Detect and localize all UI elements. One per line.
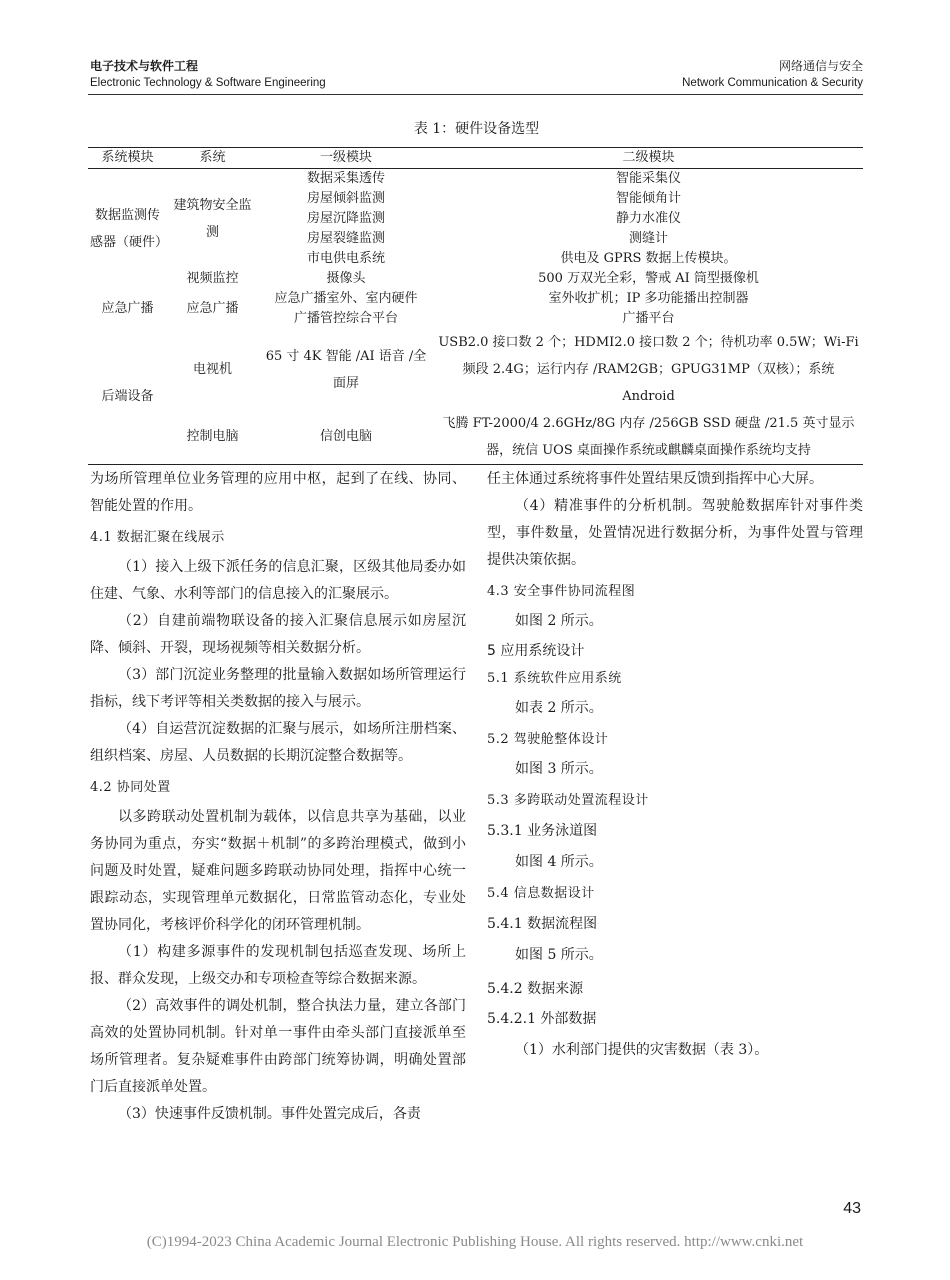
level1-cell: 65 寸 4K 智能 /AI 语音 /全面屏 [265,348,427,391]
paragraph: 如表 2 所示。 [515,700,603,716]
page-header [90,58,863,92]
paragraph: 如图 4 所示。 [515,854,603,870]
section-heading-5-1: 5.1 系统软件应用系统 [487,671,622,686]
level1-cell: 房屋裂缝监测 [306,231,385,246]
level2-cell: 500 万双光全彩，警戒 AI 筒型摄像机 [538,271,759,286]
paragraph: （3）部门沉淀业务整理的批量输入数据如场所管理运行指标，线下考评等相关类数据的接入与展示。 [90,667,466,710]
paragraph: 为场所管理单位业务管理的应用中枢，起到了在线、协同、智能处置的作用。 [90,471,466,514]
section-heading-5-4-1: 5.4.1 数据流程图 [487,916,598,932]
paragraph: （1）构建多源事件的发现机制包括巡查发现、场所上报、群众发现，上级交办和专项检查等综合数据来源。 [90,944,466,987]
level2-cell: 供电及 GPRS 数据上传模块。 [560,251,737,266]
paragraph: （4）自运营沉淀数据的汇聚与展示，如场所注册档案、组织档案、房屋、人员数据的长期沉淀整合数据等。 [90,721,466,764]
table-row [88,169,863,190]
level2-cell: 测缝计 [628,231,668,246]
level1-cell: 房屋倾斜监测 [306,191,385,206]
section-heading-5-4-2: 5.4.2 数据来源 [487,981,584,997]
header-cell: 系统 [199,150,226,165]
copyright-notice: (C)1994-2023 China Academic Journal Electronic Publishing House. All rights reserved. http://www.cnki.net [146,1234,804,1250]
journal-title-en: Electronic Technology & Software Engineering [90,77,326,89]
level1-cell: 摄像头 [326,271,366,286]
paragraph: 如图 5 所示。 [515,947,603,963]
section-heading-4-3: 4.3 安全事件协同流程图 [487,584,636,599]
paragraph: （1）水利部门提供的灾害数据（表 3）。 [515,1042,769,1058]
table-caption: 表 1：硬件设备选型 [413,121,540,137]
table-row [88,410,863,465]
level2-cell: 智能采集仪 [615,171,681,186]
section-name [682,58,863,92]
level2-cell: 室外收扩机；IP 多功能播出控制器 [548,291,749,306]
section-heading-5-2: 5.2 驾驶舱整体设计 [487,732,609,747]
journal-title-cn: 电子技术与软件工程 [90,59,199,73]
paragraph: （1）接入上级下派任务的信息汇聚，区级其他局委办如住建、气象、水利等部门的信息接入的汇聚展示。 [90,559,466,602]
table-row [88,329,863,410]
section-title-cn: 网络通信与安全 [778,59,863,73]
paragraph: （2）高效事件的调处机制，整合执法力量，建立各部门高效的处置协同机制。针对单一事件由牵头部门直接派单至场所管理者。复杂疑难事件由跨部门统筹协调，明确处置部门后直接派单处置。 [90,998,466,1095]
hardware-selection-table [88,147,863,465]
module-cell: 后端设备 [101,388,154,404]
section-heading-5-3-1: 5.3.1 业务泳道图 [487,823,598,839]
system-cell: 应急广播 [186,301,239,316]
level1-cell: 数据采集透传 [306,171,385,186]
table-row [88,269,863,289]
level2-cell: 广播平台 [622,311,675,326]
level2-cell: 智能倾角计 [615,191,681,206]
paragraph: 以多跨联动处置机制为载体，以信息共享为基础，以业务协同为重点，夯实“数据＋机制”的多跨治理模式，做到小问题及时处置，疑难问题多跨联动协同处理，指挥中心统一跟踪动态，实现管理单元数据化，日常监管动态化，专业处置协同化，考核评价科学化的闭环管理机制。 [90,809,466,933]
header-divider [88,94,863,95]
section-heading-4-1: 4.1 数据汇聚在线展示 [90,530,225,545]
section-heading-5-3: 5.3 多跨联动处置流程设计 [487,793,649,808]
section-heading-5: 5 应用系统设计 [487,643,585,659]
right-column [487,466,863,1064]
level2-cell: 飞腾 FT-2000/4 2.6GHz/8G 内存 /256GB SSD 硬盘 /21.5 英寸显示器，统信 UOS 桌面操作系统或麒麟桌面操作系统均支持 [442,416,855,458]
journal-name [90,58,326,92]
page-number: 43 [843,1200,861,1217]
module-cell: 应急广播 [101,301,154,316]
system-cell: 控制电脑 [186,429,239,444]
paragraph: （4）精准事件的分析机制。驾驶舱数据库针对事件类型，事件数量，处置情况进行数据分析，为事件处置与管理提供决策依据。 [487,498,863,568]
level1-cell: 市电供电系统 [306,251,385,266]
system-cell: 视频监控 [186,271,239,286]
system-cell: 建筑物安全监测 [173,198,252,240]
level2-cell: 静力水准仪 [615,211,681,226]
level1-cell: 广播管控综合平台 [293,311,398,326]
section-heading-5-4-2-1: 5.4.2.1 外部数据 [487,1011,597,1027]
table-header-row [88,148,863,169]
section-title-en: Network Communication & Security [682,77,863,89]
paragraph: （3）快速事件反馈机制。事件处置完成后，各责 [118,1106,421,1122]
left-column [90,466,466,1128]
section-heading-4-2: 4.2 协同处置 [90,780,171,795]
level1-cell: 房屋沉降监测 [306,211,385,226]
level2-cell: USB2.0 接口数 2 个；HDMI2.0 接口数 2 个；待机功率 0.5W；Wi-Fi 频段 2.4G；运行内存 /RAM2GB；GPUG31MP（双核）；系统 Android [438,335,859,404]
system-cell: 电视机 [192,361,232,377]
module-cell: 数据监测传感器（硬件） [90,208,169,250]
paragraph: 如图 2 所示。 [515,613,603,629]
paragraph: 任主体通过系统将事件处置结果反馈到指挥中心大屏。 [487,471,823,487]
header-cell: 一级模块 [319,150,372,165]
paragraph: （2）自建前端物联设备的接入汇聚信息展示如房屋沉降、倾斜、开裂，现场视频等相关数据分析。 [90,613,466,656]
header-cell: 系统模块 [101,150,154,165]
table-row [88,289,863,309]
level1-cell: 应急广播室外、室内硬件 [274,291,418,306]
level1-cell: 信创电脑 [319,429,372,444]
paragraph: 如图 3 所示。 [515,761,603,777]
header-cell: 二级模块 [622,150,675,165]
section-heading-5-4: 5.4 信息数据设计 [487,886,595,901]
